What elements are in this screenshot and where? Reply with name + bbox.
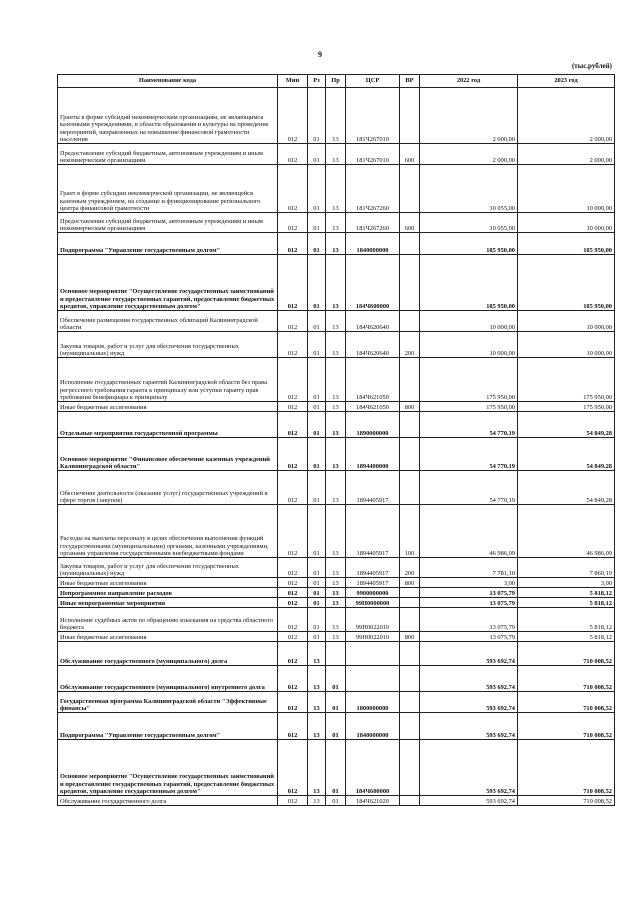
cell-rz: 01 <box>308 233 326 255</box>
cell-min: 012 <box>278 666 308 692</box>
cell-csr: 181Ч267010 <box>346 144 400 165</box>
cell-rz: 13 <box>308 692 326 713</box>
header-vr: ВР <box>400 75 420 88</box>
cell-rz: 01 <box>308 632 326 642</box>
cell-name: Подпрограмма "Управление государственным долгом" <box>58 233 278 255</box>
cell-vr <box>400 608 420 632</box>
cell-2023: 5 818,12 <box>518 598 615 608</box>
header-name: Наименование кода <box>58 75 278 88</box>
cell-2023: 185 950,00 <box>518 255 615 311</box>
cell-csr: 99H0022010 <box>346 632 400 642</box>
cell-min: 012 <box>278 692 308 713</box>
cell-vr: 800 <box>400 578 420 588</box>
cell-2022: 54 770,19 <box>420 412 518 438</box>
cell-vr: 600 <box>400 144 420 165</box>
cell-2023: 175 950,00 <box>518 358 615 402</box>
cell-rz: 01 <box>308 332 326 358</box>
table-row <box>58 505 615 558</box>
cell-rz: 01 <box>308 558 326 578</box>
cell-rz: 01 <box>308 358 326 402</box>
cell-rz: 13 <box>308 796 326 806</box>
table-row <box>58 558 615 578</box>
cell-name: Грант в форме субсидии некоммерческой организации, не являющейся казенным учреждением, на создание и функционирование регионального центра финансовой грамотности <box>58 165 278 213</box>
table-row <box>58 692 615 713</box>
cell-vr <box>400 412 420 438</box>
cell-name: Обслуживание государственного (муниципального) внутреннего долга <box>58 666 278 692</box>
header-pr: Пр <box>326 75 346 88</box>
cell-rz: 13 <box>308 666 326 692</box>
cell-2023: 710 008,52 <box>518 796 615 806</box>
cell-2022: 10 000,00 <box>420 332 518 358</box>
cell-rz: 01 <box>308 412 326 438</box>
cell-name: Государственная программа Калининградской области "Эффективные финансы" <box>58 692 278 713</box>
cell-csr: 99H0000000 <box>346 598 400 608</box>
cell-pr: 01 <box>326 692 346 713</box>
table-row <box>58 713 615 740</box>
table-row <box>58 471 615 505</box>
cell-vr <box>400 642 420 666</box>
cell-2023: 5 818,12 <box>518 632 615 642</box>
cell-name: Предоставление субсидий бюджетным, автономным учреждениям и иным некоммерческим организациям <box>58 144 278 165</box>
cell-min: 012 <box>278 144 308 165</box>
cell-2022: 10 055,00 <box>420 165 518 213</box>
cell-rz: 01 <box>308 311 326 332</box>
table-row <box>58 598 615 608</box>
cell-vr <box>400 666 420 692</box>
cell-vr <box>400 588 420 598</box>
header-2022: 2022 год <box>420 75 518 88</box>
table-header-row <box>58 75 615 88</box>
cell-pr: 13 <box>326 88 346 144</box>
cell-csr: 184Ч600000 <box>346 740 400 796</box>
cell-min: 012 <box>278 505 308 558</box>
cell-2023: 10 000,00 <box>518 311 615 332</box>
cell-2022: 593 692,74 <box>420 740 518 796</box>
cell-csr: 99H0022010 <box>346 608 400 632</box>
cell-rz: 01 <box>308 165 326 213</box>
cell-csr: 181Ч267260 <box>346 165 400 213</box>
cell-2022: 593 692,74 <box>420 642 518 666</box>
cell-csr: 1800000000 <box>346 692 400 713</box>
cell-vr: 600 <box>400 213 420 233</box>
table-row <box>58 165 615 213</box>
cell-2022: 3,00 <box>420 578 518 588</box>
cell-min: 012 <box>278 213 308 233</box>
cell-pr: 13 <box>326 598 346 608</box>
cell-name: Обеспечение деятельности (оказание услуг) государственных учреждений в сфере торгов (закупок) <box>58 471 278 505</box>
cell-min: 012 <box>278 255 308 311</box>
cell-min: 012 <box>278 332 308 358</box>
cell-min: 012 <box>278 796 308 806</box>
cell-csr: 1894405917 <box>346 578 400 588</box>
units-label: (тыс.рублей) <box>571 62 612 70</box>
cell-2022: 593 692,74 <box>420 796 518 806</box>
cell-pr: 13 <box>326 558 346 578</box>
cell-pr: 13 <box>326 608 346 632</box>
cell-pr: 13 <box>326 588 346 598</box>
cell-csr: 181Ч267010 <box>346 88 400 144</box>
cell-2022: 593 692,74 <box>420 666 518 692</box>
cell-csr: 181Ч267260 <box>346 213 400 233</box>
cell-min: 012 <box>278 578 308 588</box>
cell-rz: 01 <box>308 402 326 412</box>
cell-vr: 100 <box>400 505 420 558</box>
cell-2022: 185 950,00 <box>420 233 518 255</box>
cell-vr <box>400 233 420 255</box>
cell-min: 012 <box>278 88 308 144</box>
cell-csr: 1894405917 <box>346 558 400 578</box>
cell-name: Отдельные мероприятия государственной программы <box>58 412 278 438</box>
cell-2022: 10 055,00 <box>420 213 518 233</box>
cell-pr: 13 <box>326 505 346 558</box>
cell-vr <box>400 358 420 402</box>
cell-name: Иные непрограммные мероприятия <box>58 598 278 608</box>
cell-min: 012 <box>278 402 308 412</box>
cell-2023: 175 950,00 <box>518 402 615 412</box>
cell-vr: 200 <box>400 332 420 358</box>
table-row <box>58 213 615 233</box>
cell-2022: 13 075,79 <box>420 608 518 632</box>
cell-min: 012 <box>278 608 308 632</box>
cell-min: 012 <box>278 471 308 505</box>
cell-2022: 175 950,00 <box>420 358 518 402</box>
cell-rz: 01 <box>308 255 326 311</box>
cell-name: Подпрограмма "Управление государственным долгом" <box>58 713 278 740</box>
cell-min: 012 <box>278 598 308 608</box>
cell-vr <box>400 165 420 213</box>
cell-min: 012 <box>278 642 308 666</box>
table-row <box>58 144 615 165</box>
cell-min: 012 <box>278 165 308 213</box>
table-row <box>58 311 615 332</box>
cell-rz: 01 <box>308 588 326 598</box>
cell-2022: 175 950,00 <box>420 402 518 412</box>
header-rz: Рз <box>308 75 326 88</box>
cell-csr: 184Ч620640 <box>346 311 400 332</box>
cell-vr <box>400 88 420 144</box>
cell-min: 012 <box>278 311 308 332</box>
cell-2023: 54 849,28 <box>518 412 615 438</box>
cell-2022: 2 000,00 <box>420 88 518 144</box>
table-body <box>58 88 615 806</box>
cell-pr: 13 <box>326 144 346 165</box>
cell-2023: 2 000,00 <box>518 144 615 165</box>
cell-name: Исполнение государственных гарантий Калининградской области без права регрессного требования гаранта к принципалу или уступки гаранту прав требования бенефициара к принципалу <box>58 358 278 402</box>
cell-pr: 13 <box>326 471 346 505</box>
header-csr: ЦСР <box>346 75 400 88</box>
cell-pr: 01 <box>326 666 346 692</box>
cell-pr: 13 <box>326 311 346 332</box>
cell-2023: 5 818,12 <box>518 608 615 632</box>
cell-pr: 13 <box>326 578 346 588</box>
cell-csr: 1840000000 <box>346 713 400 740</box>
cell-name: Основное мероприятие "Финансовое обеспечение казенных учреждений Калининградской области" <box>58 438 278 471</box>
table-row <box>58 740 615 796</box>
cell-2023: 710 008,52 <box>518 713 615 740</box>
table-row <box>58 438 615 471</box>
cell-2022: 7 781,10 <box>420 558 518 578</box>
cell-min: 012 <box>278 358 308 402</box>
cell-rz: 13 <box>308 713 326 740</box>
cell-2022: 185 950,00 <box>420 255 518 311</box>
cell-2023: 7 860,19 <box>518 558 615 578</box>
cell-vr <box>400 311 420 332</box>
header-min: Мин <box>278 75 308 88</box>
cell-name: Основное мероприятие "Осуществление государственных заимствований и предоставление государственных гарантий, предоставление бюджетных кредитов, управление государственным долгом" <box>58 255 278 311</box>
cell-2022: 54 770,19 <box>420 438 518 471</box>
cell-csr: 1894405917 <box>346 505 400 558</box>
cell-vr <box>400 740 420 796</box>
cell-csr: 1890000000 <box>346 412 400 438</box>
header-2023: 2023 год <box>518 75 615 88</box>
cell-2022: 13 075,79 <box>420 588 518 598</box>
cell-rz: 01 <box>308 88 326 144</box>
cell-pr: 13 <box>326 632 346 642</box>
cell-csr: 184Ч600000 <box>346 255 400 311</box>
cell-min: 012 <box>278 233 308 255</box>
cell-name: Обслуживание государственного долга <box>58 796 278 806</box>
cell-pr: 13 <box>326 438 346 471</box>
page-number: 9 <box>318 50 322 59</box>
table-row <box>58 796 615 806</box>
cell-vr <box>400 713 420 740</box>
cell-2023: 54 849,28 <box>518 471 615 505</box>
cell-rz: 01 <box>308 438 326 471</box>
cell-pr: 13 <box>326 332 346 358</box>
cell-pr: 13 <box>326 233 346 255</box>
table-row <box>58 666 615 692</box>
cell-vr <box>400 796 420 806</box>
cell-vr <box>400 692 420 713</box>
cell-csr: 184Ч620640 <box>346 332 400 358</box>
cell-vr <box>400 255 420 311</box>
cell-2023: 54 849,28 <box>518 438 615 471</box>
cell-pr: 01 <box>326 713 346 740</box>
cell-csr <box>346 642 400 666</box>
table-row <box>58 358 615 402</box>
cell-2022: 593 692,74 <box>420 713 518 740</box>
cell-min: 012 <box>278 438 308 471</box>
cell-csr: 9900000000 <box>346 588 400 598</box>
table-row <box>58 233 615 255</box>
cell-rz: 01 <box>308 608 326 632</box>
cell-min: 012 <box>278 632 308 642</box>
cell-name: Исполнение судебных актов по обращению взыскания на средства областного бюджета <box>58 608 278 632</box>
cell-name: Закупка товаров, работ и услуг для обеспечения государственных (муниципальных) нужд <box>58 558 278 578</box>
cell-2022: 10 000,00 <box>420 311 518 332</box>
cell-rz: 01 <box>308 578 326 588</box>
cell-pr: 13 <box>326 255 346 311</box>
cell-rz: 01 <box>308 144 326 165</box>
table-row <box>58 412 615 438</box>
cell-name: Обеспечение размещения государственных облигаций Калининградской области <box>58 311 278 332</box>
cell-pr: 01 <box>326 740 346 796</box>
cell-csr: 184Ч621050 <box>346 358 400 402</box>
cell-csr: 1894400000 <box>346 438 400 471</box>
table-row <box>58 402 615 412</box>
cell-name: Иные бюджетные ассигнования <box>58 578 278 588</box>
cell-2023: 46 986,09 <box>518 505 615 558</box>
cell-2022: 13 075,79 <box>420 598 518 608</box>
cell-min: 012 <box>278 588 308 598</box>
table-row <box>58 608 615 632</box>
table-row <box>58 632 615 642</box>
cell-name: Иные бюджетные ассигнования <box>58 632 278 642</box>
cell-vr: 800 <box>400 632 420 642</box>
cell-pr: 13 <box>326 213 346 233</box>
cell-2023: 710 008,52 <box>518 740 615 796</box>
cell-rz: 01 <box>308 598 326 608</box>
cell-csr: 1894405917 <box>346 471 400 505</box>
cell-csr: 1840000000 <box>346 233 400 255</box>
cell-2023: 710 008,52 <box>518 666 615 692</box>
cell-rz: 13 <box>308 740 326 796</box>
cell-2022: 2 000,00 <box>420 144 518 165</box>
table-row <box>58 588 615 598</box>
cell-2023: 710 008,52 <box>518 642 615 666</box>
cell-rz: 01 <box>308 505 326 558</box>
cell-name: Непрограммное направление расходов <box>58 588 278 598</box>
cell-csr <box>346 666 400 692</box>
cell-vr <box>400 438 420 471</box>
cell-pr: 13 <box>326 412 346 438</box>
cell-rz: 13 <box>308 642 326 666</box>
cell-vr <box>400 471 420 505</box>
cell-name: Расходы на выплаты персоналу в целях обеспечения выполнения функций государственными (муниципальными) органами, казенными учреждениями, органами управления государственными внебюджетными фондами <box>58 505 278 558</box>
cell-name: Закупка товаров, работ и услуг для обеспечения государственных (муниципальных) нужд <box>58 332 278 358</box>
cell-pr: 13 <box>326 358 346 402</box>
table-row <box>58 578 615 588</box>
cell-vr: 800 <box>400 402 420 412</box>
cell-2023: 10 000,00 <box>518 332 615 358</box>
cell-csr: 184Ч621050 <box>346 402 400 412</box>
cell-vr <box>400 598 420 608</box>
cell-2022: 13 075,79 <box>420 632 518 642</box>
budget-table <box>57 74 615 806</box>
cell-min: 012 <box>278 713 308 740</box>
cell-pr: 13 <box>326 165 346 213</box>
cell-2023: 5 818,12 <box>518 588 615 598</box>
table-row <box>58 332 615 358</box>
cell-name: Основное мероприятие "Осуществление государственных заимствований и предоставление государственных гарантий, предоставление бюджетных кредитов, управление государственным долгом" <box>58 740 278 796</box>
cell-rz: 01 <box>308 213 326 233</box>
cell-2022: 593 692,74 <box>420 692 518 713</box>
cell-pr: 01 <box>326 796 346 806</box>
cell-name: Иные бюджетные ассигнования <box>58 402 278 412</box>
cell-pr <box>326 642 346 666</box>
cell-2023: 185 950,00 <box>518 233 615 255</box>
table-row <box>58 642 615 666</box>
cell-min: 012 <box>278 740 308 796</box>
cell-min: 012 <box>278 412 308 438</box>
cell-pr: 13 <box>326 402 346 412</box>
cell-2023: 710 008,52 <box>518 692 615 713</box>
cell-vr: 200 <box>400 558 420 578</box>
cell-2023: 10 000,00 <box>518 213 615 233</box>
cell-min: 012 <box>278 558 308 578</box>
cell-2022: 54 770,19 <box>420 471 518 505</box>
cell-2023: 2 000,00 <box>518 88 615 144</box>
cell-2022: 46 986,09 <box>420 505 518 558</box>
table-row <box>58 255 615 311</box>
table-row <box>58 88 615 144</box>
cell-name: Предоставление субсидий бюджетным, автономным учреждениям и иным некоммерческим организациям <box>58 213 278 233</box>
cell-2023: 3,00 <box>518 578 615 588</box>
cell-2023: 10 000,00 <box>518 165 615 213</box>
cell-name: Обслуживание государственного (муниципального) долга <box>58 642 278 666</box>
cell-name: Гранты в форме субсидий некоммерческим организациям, не являющимся казенными учреждениями, в области образования и культуры на проведение мероприятий, направленных на повышение финансовой грамотности населения <box>58 88 278 144</box>
cell-rz: 01 <box>308 471 326 505</box>
cell-csr: 184Ч621020 <box>346 796 400 806</box>
